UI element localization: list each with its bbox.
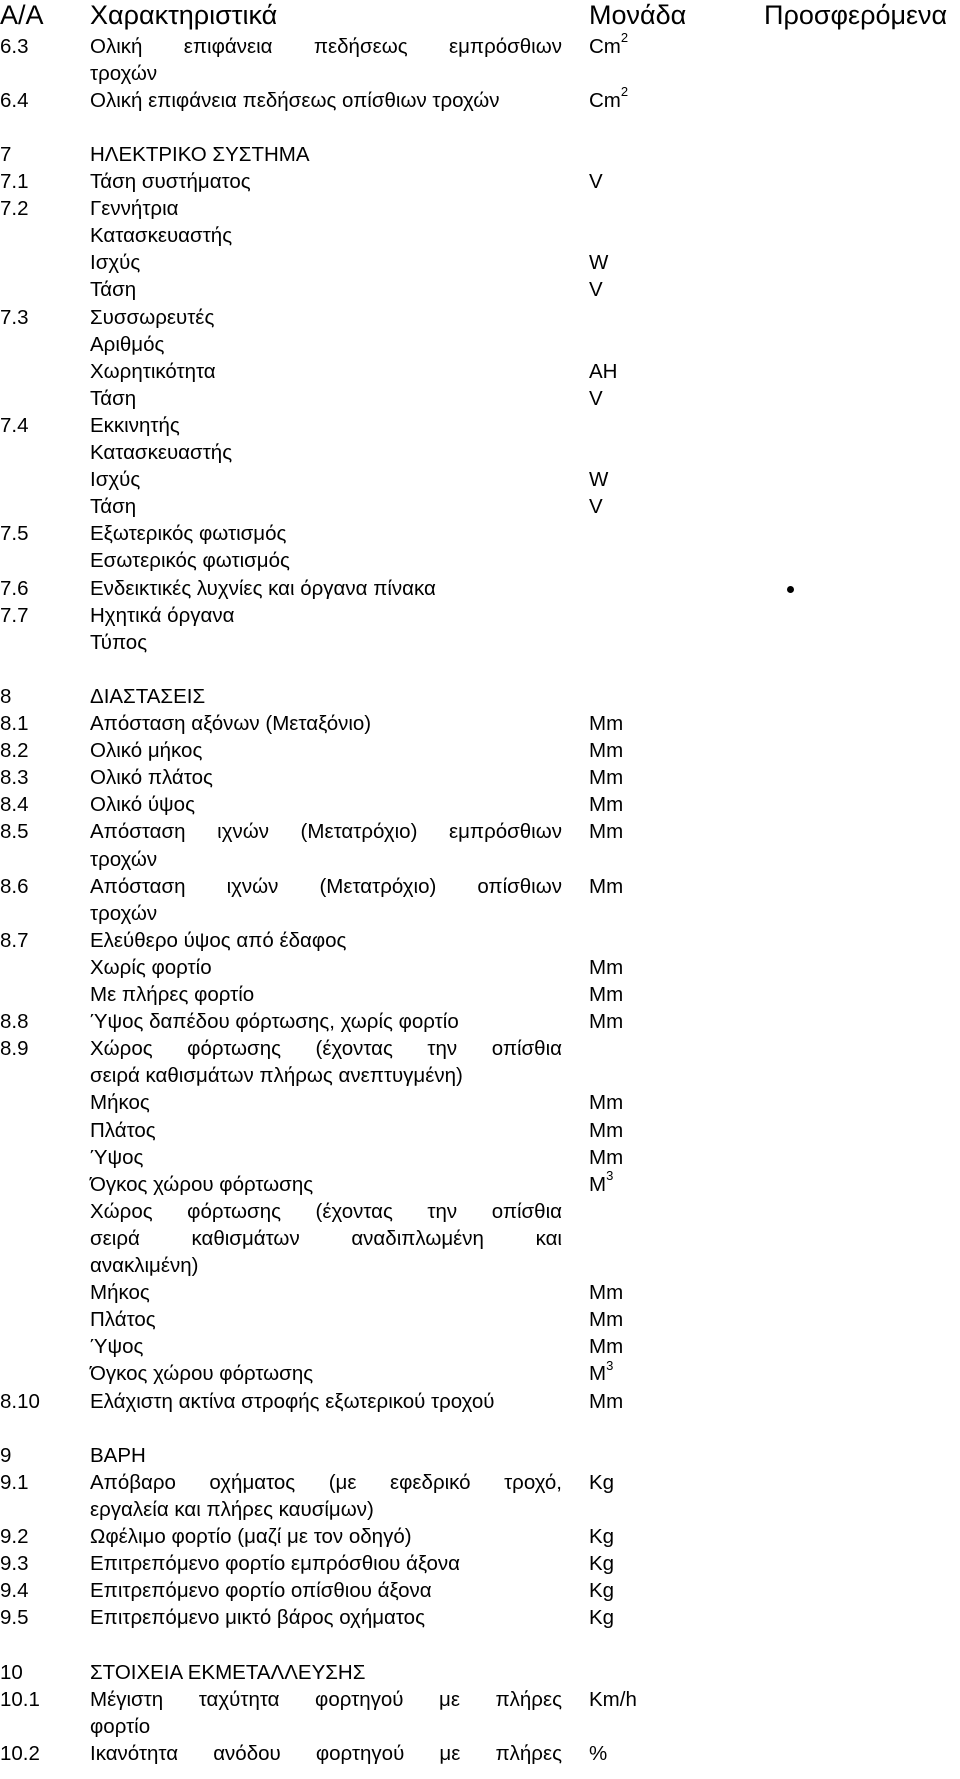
row-unit xyxy=(589,954,623,981)
row-unit xyxy=(589,493,603,520)
row-unit xyxy=(589,29,629,60)
table-row xyxy=(0,466,960,493)
row-label: Τύπος xyxy=(90,630,148,654)
row-label: σειρά καθισμάτων αναδιπλωμένη και xyxy=(90,1226,562,1250)
row-unit xyxy=(589,83,629,114)
table-row xyxy=(0,439,960,466)
table-row xyxy=(0,141,960,168)
row-label: Εξωτερικός φωτισμός xyxy=(90,522,287,546)
row-unit xyxy=(589,249,608,276)
row-label: Ικανότητα ανόδου φορτηγού με πλήρες xyxy=(90,1741,562,1765)
row-number: 9 xyxy=(0,1443,12,1467)
row-label: Μήκος xyxy=(90,1091,150,1115)
row-label: Ολική επιφάνεια πεδήσεως εμπρόσθιων xyxy=(90,34,562,58)
row-unit xyxy=(589,1740,607,1767)
unit-text: Kg xyxy=(589,1606,615,1630)
row-number: 9.4 xyxy=(0,1579,29,1603)
row-label: τροχών xyxy=(90,847,158,871)
table-row xyxy=(0,222,960,249)
row-label: Κατασκευαστής xyxy=(90,441,233,464)
table-row xyxy=(0,873,960,900)
row-label: Κατασκευαστής xyxy=(90,224,233,248)
table-row xyxy=(0,1144,960,1171)
table-row xyxy=(0,1415,960,1442)
unit-text: Mm xyxy=(589,1389,624,1413)
unit-text: V xyxy=(589,278,603,302)
row-label: ΔΙΑΣΤΑΣΕΙΣ xyxy=(90,684,206,708)
unit-text: V xyxy=(589,170,603,193)
table-row xyxy=(0,1333,960,1360)
row-unit xyxy=(589,168,603,195)
row-unit xyxy=(589,1306,623,1333)
row-label: Χώρος φόρτωσης (έχοντας την οπίσθια xyxy=(90,1037,562,1061)
table-row xyxy=(0,1008,960,1035)
table-row xyxy=(0,1117,960,1144)
unit-text: Mm xyxy=(589,1335,624,1359)
row-label: Ολικό ύψος xyxy=(90,793,195,817)
unit-text: % xyxy=(589,1741,608,1765)
unit-text: V xyxy=(589,386,603,410)
row-label: Τάση xyxy=(90,278,137,302)
table-row xyxy=(0,981,960,1008)
row-number: 8.4 xyxy=(0,793,29,817)
row-label: Χώρος φόρτωσης (έχοντας την οπίσθια xyxy=(90,1199,562,1223)
row-label: Ολικό πλάτος xyxy=(90,766,213,790)
table-row xyxy=(0,791,960,818)
table-row xyxy=(0,304,960,331)
header-characteristics: Χαρακτηριστικά xyxy=(90,0,278,30)
table-row xyxy=(0,1740,960,1767)
table-row xyxy=(0,1523,960,1550)
row-number: 10.1 xyxy=(0,1687,40,1711)
row-unit xyxy=(589,791,623,818)
row-label: Τάση xyxy=(90,495,137,519)
row-number: 8.1 xyxy=(0,712,29,735)
row-number: 7.3 xyxy=(0,305,29,329)
row-label: τροχών xyxy=(90,61,158,85)
unit-text: Cm xyxy=(589,34,621,58)
table-row xyxy=(0,520,960,547)
row-number: 8.9 xyxy=(0,1037,29,1061)
table-row xyxy=(0,1198,960,1225)
row-unit xyxy=(589,1577,614,1604)
row-number: 9.5 xyxy=(0,1606,29,1630)
table-row xyxy=(0,900,960,927)
row-unit xyxy=(589,764,623,791)
row-label: Όγκος χώρου φόρτωσης xyxy=(90,1172,314,1196)
row-number: 8.7 xyxy=(0,928,29,952)
row-number: 6.4 xyxy=(0,88,29,112)
row-label: Εσωτερικός φωτισμός xyxy=(90,549,290,573)
header-unit: Μονάδα xyxy=(589,0,687,30)
unit-text: Mm xyxy=(589,712,624,735)
row-unit xyxy=(589,385,603,412)
row-label: Πλάτος xyxy=(90,1308,156,1332)
row-label: Ελάχιστη ακτίνα στροφής εξωτερικού τροχού xyxy=(90,1389,495,1413)
table-row xyxy=(0,168,960,195)
row-number: 7 xyxy=(0,142,12,166)
row-unit xyxy=(589,1550,614,1577)
row-unit xyxy=(589,1279,623,1306)
table-row xyxy=(0,547,960,574)
table-row xyxy=(0,276,960,303)
table-row xyxy=(0,1442,960,1469)
table-row xyxy=(0,493,960,520)
row-label: Τάση συστήματος xyxy=(90,170,251,193)
header-offered: Προσφερόμενα xyxy=(764,0,948,30)
unit-text: AH xyxy=(589,359,618,383)
unit-text: Mm xyxy=(589,874,624,898)
table-row xyxy=(0,1686,960,1713)
row-unit xyxy=(589,710,623,737)
row-label: Απόσταση ιχνών (Μετατρόχιο) οπίσθιων xyxy=(90,874,562,898)
row-label: Μέγιστη ταχύτητα φορτηγού με πλήρες xyxy=(90,1687,562,1711)
unit-text: Mm xyxy=(589,739,624,763)
row-label: Αριθμός xyxy=(90,332,165,356)
unit-text: Mm xyxy=(589,955,624,979)
row-label: Εκκινητής xyxy=(90,413,180,437)
row-unit xyxy=(589,1604,614,1631)
table-row xyxy=(0,385,960,412)
row-label: Ολική επιφάνεια πεδήσεως οπίσθιων τροχών xyxy=(90,88,500,112)
row-number: 7.5 xyxy=(0,522,29,546)
unit-text: Mm xyxy=(589,1091,624,1115)
row-label: Επιτρεπόμενο φορτίο εμπρόσθιου άξονα xyxy=(90,1552,460,1576)
unit-text: Kg xyxy=(589,1470,615,1494)
table-row xyxy=(0,1550,960,1577)
row-unit xyxy=(589,276,603,303)
table-row xyxy=(0,1659,960,1686)
unit-text: W xyxy=(589,251,609,275)
row-unit xyxy=(589,1469,614,1496)
row-number: 6.3 xyxy=(0,34,29,58)
row-number: 8.2 xyxy=(0,739,29,763)
row-number: 8.3 xyxy=(0,766,29,790)
row-label: Ύψος δαπέδου φόρτωσης, χωρίς φορτίο xyxy=(90,1010,459,1034)
unit-exponent: 2 xyxy=(620,29,629,45)
table-row xyxy=(0,83,960,114)
table-row xyxy=(0,1279,960,1306)
unit-text: Mm xyxy=(589,766,624,790)
row-label: Ολικό μήκος xyxy=(90,739,203,763)
table-row xyxy=(0,1167,960,1198)
unit-text: Mm xyxy=(589,1281,624,1305)
unit-text: Mm xyxy=(589,1010,624,1034)
row-unit xyxy=(589,1144,623,1171)
row-number: 8.10 xyxy=(0,1389,40,1413)
unit-exponent: 3 xyxy=(606,1167,614,1183)
row-unit xyxy=(589,1357,614,1387)
row-label: Ύψος xyxy=(90,1145,144,1169)
unit-text: Kg xyxy=(589,1525,615,1548)
row-label: εργαλεία και πλήρες καυσίμων) xyxy=(90,1497,374,1521)
table-row xyxy=(0,1306,960,1333)
unit-text: Mm xyxy=(589,1308,624,1332)
row-unit xyxy=(589,358,617,385)
table-row xyxy=(0,602,960,629)
table-row xyxy=(0,1225,960,1252)
table-row xyxy=(0,29,960,60)
row-number: 8.6 xyxy=(0,874,29,898)
table-row xyxy=(0,1577,960,1604)
unit-text: Kg xyxy=(589,1579,615,1603)
row-number: 7.1 xyxy=(0,170,29,193)
row-number: 7.7 xyxy=(0,603,29,627)
table-row xyxy=(0,1604,960,1631)
table-row xyxy=(0,954,960,981)
table-row xyxy=(0,60,960,87)
table-row xyxy=(0,1469,960,1496)
unit-text: Mm xyxy=(589,983,624,1006)
unit-text: Mm xyxy=(589,1145,624,1169)
row-label: Γεννήτρια xyxy=(90,197,179,221)
unit-text: M xyxy=(589,1362,607,1386)
table-row xyxy=(0,331,960,358)
row-number: 7.2 xyxy=(0,197,29,221)
row-number: 9.1 xyxy=(0,1470,29,1494)
row-unit xyxy=(589,1008,623,1035)
row-label: Χωρητικότητα xyxy=(90,359,216,383)
row-unit xyxy=(589,873,623,900)
row-label: Απόσταση ιχνών (Μετατρόχιο) εμπρόσθιων xyxy=(90,820,562,844)
table-row xyxy=(0,1631,960,1658)
table-row xyxy=(0,818,960,845)
row-unit xyxy=(589,737,623,764)
unit-exponent: 2 xyxy=(620,83,629,99)
row-number: 8.8 xyxy=(0,1010,29,1034)
unit-text: M xyxy=(589,1172,607,1196)
row-unit xyxy=(589,1167,614,1198)
table-row xyxy=(0,1713,960,1740)
table-row xyxy=(0,846,960,873)
row-label: Επιτρεπόμενο μικτό βάρος οχήματος xyxy=(90,1606,425,1630)
row-label: Τάση xyxy=(90,386,137,410)
row-label: Μήκος xyxy=(90,1281,150,1305)
row-number: 7.4 xyxy=(0,413,29,437)
row-number: 8.5 xyxy=(0,820,29,844)
table-row xyxy=(0,1089,960,1116)
row-label: τροχών xyxy=(90,901,158,925)
row-label: Απόσταση αξόνων (Μεταξόνιο) xyxy=(90,712,372,735)
row-label: ΣΤΟΙΧΕΙΑ ΕΚΜΕΤΑΛΛΕΥΣΗΣ xyxy=(90,1660,366,1684)
table-row xyxy=(0,1357,960,1387)
table-row xyxy=(0,575,960,602)
row-number: 7.6 xyxy=(0,576,29,600)
row-label: Απόβαρο οχήματος (με εφεδρικό τροχό, xyxy=(90,1470,562,1494)
row-unit xyxy=(589,466,608,493)
unit-text: W xyxy=(589,468,609,492)
table-row xyxy=(0,249,960,276)
row-number: 9.2 xyxy=(0,1525,29,1548)
table-row xyxy=(0,710,960,737)
row-unit xyxy=(589,1333,623,1360)
row-label: Ηχητικά όργανα xyxy=(90,603,235,627)
row-unit xyxy=(589,1523,614,1550)
row-label: ΒΑΡΗ xyxy=(90,1443,146,1467)
table-row xyxy=(0,656,960,683)
row-label: Ελεύθερο ύψος από έδαφος xyxy=(90,928,347,952)
table-row xyxy=(0,1062,960,1089)
row-number: 10.2 xyxy=(0,1741,40,1765)
table-row xyxy=(0,358,960,385)
table-row xyxy=(0,1252,960,1279)
row-unit xyxy=(589,1117,623,1144)
unit-exponent: 3 xyxy=(606,1357,614,1373)
row-number: 8 xyxy=(0,684,12,708)
table-row xyxy=(0,1388,960,1415)
row-label: Όγκος χώρου φόρτωσης xyxy=(90,1362,314,1386)
table-row xyxy=(0,412,960,439)
row-label: Με πλήρες φορτίο xyxy=(90,983,255,1006)
unit-text: Mm xyxy=(589,793,624,817)
unit-text: Mm xyxy=(589,1118,624,1142)
row-unit xyxy=(589,1089,623,1116)
row-label: Χωρίς φορτίο xyxy=(90,955,212,979)
bullet-mark xyxy=(787,586,794,593)
row-label: ανακλιμένη) xyxy=(90,1254,199,1277)
row-label: Συσσωρευτές xyxy=(90,305,215,329)
table-row xyxy=(0,737,960,764)
row-unit xyxy=(589,818,623,845)
table-row xyxy=(0,114,960,141)
table-row xyxy=(0,1496,960,1523)
row-unit xyxy=(589,1686,637,1713)
row-number: 9.3 xyxy=(0,1552,29,1576)
unit-text: Kg xyxy=(589,1552,615,1576)
row-unit xyxy=(589,981,623,1008)
row-label: Ενδεικτικές λυχνίες και όργανα πίνακα xyxy=(90,576,436,600)
row-label: Πλάτος xyxy=(90,1118,156,1142)
table-row xyxy=(0,764,960,791)
row-number: 10 xyxy=(0,1660,23,1684)
unit-text: Mm xyxy=(589,820,624,844)
unit-text: Km/h xyxy=(589,1687,637,1711)
header-num: Α/Α xyxy=(0,0,44,30)
unit-text: V xyxy=(589,495,603,519)
row-label: Ύψος xyxy=(90,1335,144,1359)
row-label: ΗΛΕΚΤΡΙΚΟ ΣΥΣΤΗΜΑ xyxy=(90,142,310,166)
unit-text: Cm xyxy=(589,88,621,112)
row-label: Ισχύς xyxy=(90,468,141,492)
row-label: Ισχύς xyxy=(90,251,141,275)
row-label: σειρά καθισμάτων πλήρως ανεπτυγμένη) xyxy=(90,1064,463,1088)
row-label: φορτίο xyxy=(90,1714,151,1738)
table-row xyxy=(0,683,960,710)
table-row xyxy=(0,629,960,656)
table-row xyxy=(0,195,960,222)
table-row xyxy=(0,927,960,954)
row-unit xyxy=(589,1388,623,1415)
table-row xyxy=(0,1035,960,1062)
row-label: Επιτρεπόμενο φορτίο οπίσθιου άξονα xyxy=(90,1579,432,1603)
row-label: Ωφέλιμο φορτίο (μαζί με τον οδηγό) xyxy=(90,1525,412,1548)
